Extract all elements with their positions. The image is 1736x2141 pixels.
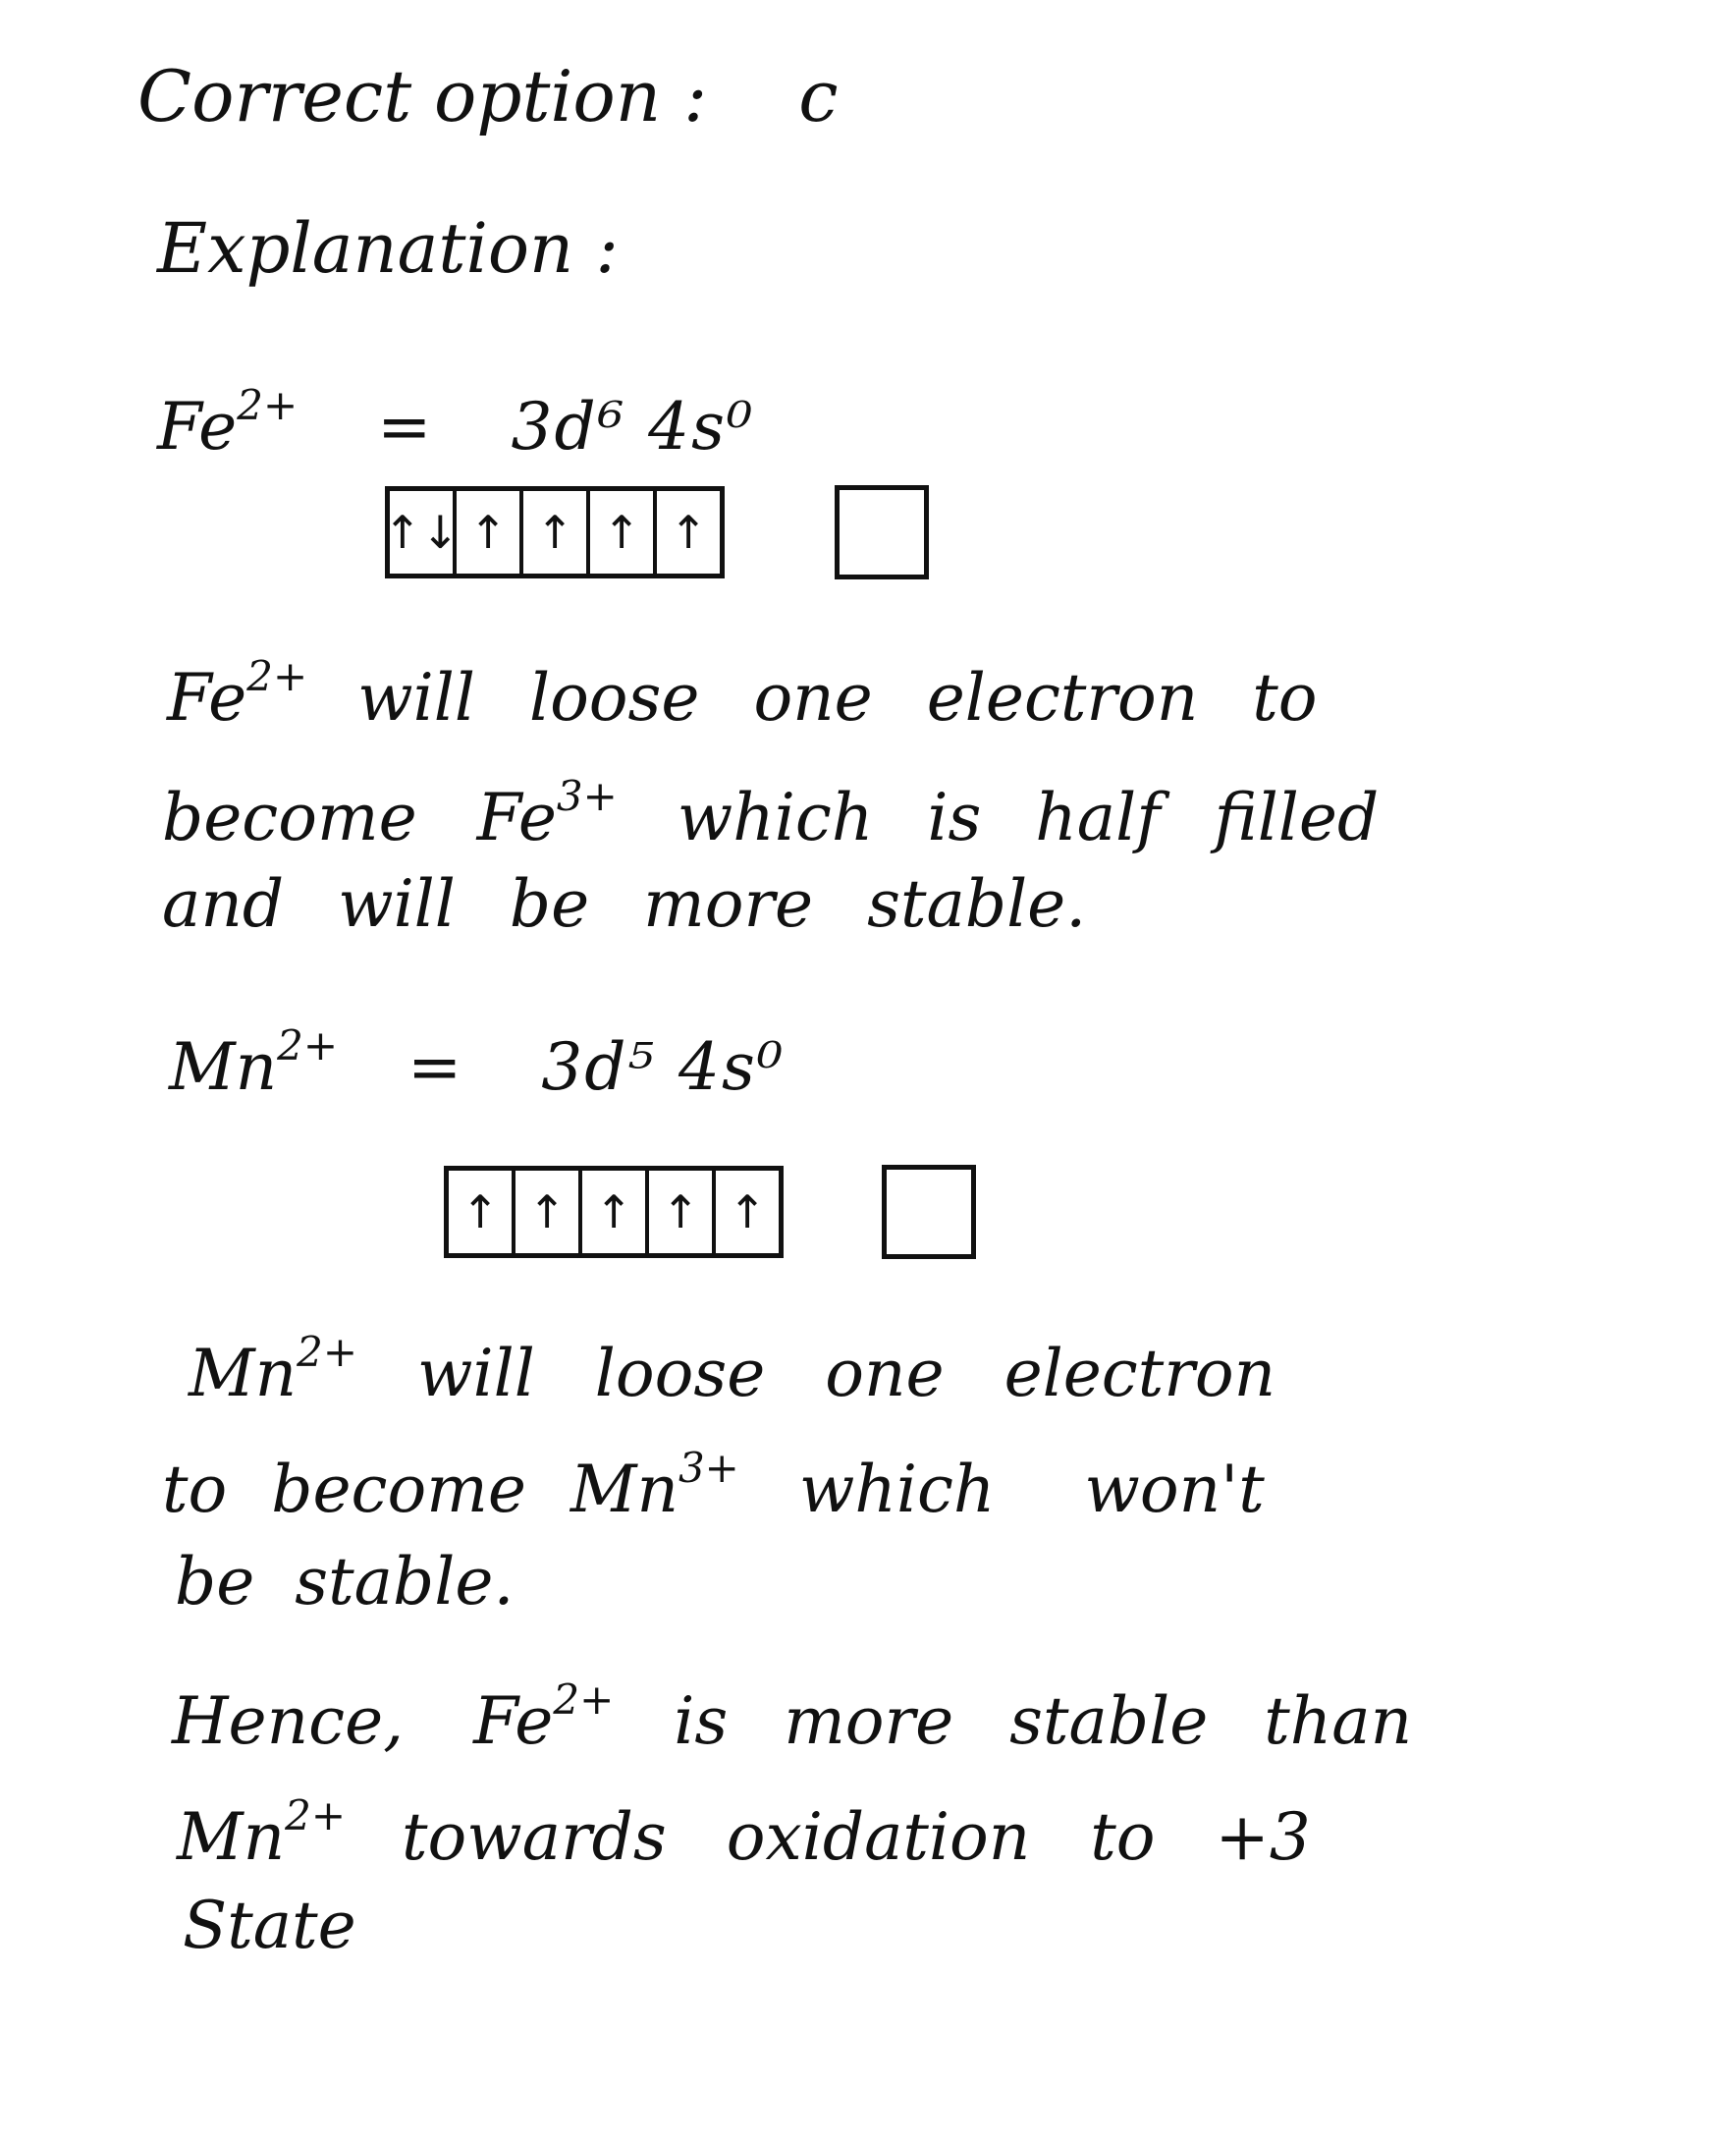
fe-3d-orbitals [385, 486, 725, 578]
mn-3d-box-4: ↑ [649, 1171, 716, 1253]
fe-ion: Fe [157, 389, 238, 465]
correct-option-line [137, 55, 839, 137]
correct-option-label: Correct option : [137, 55, 708, 137]
fe-3d-box-4: ↑ [590, 491, 657, 574]
fe-charge: 2+ [237, 381, 298, 429]
conclusion-charge-2: 2+ [285, 1791, 347, 1839]
fe-para-charge-2: 3+ [556, 772, 618, 820]
fe-3d-box-1: ↑↓ [390, 491, 457, 574]
fe-3d-box-5: ↑ [669, 506, 708, 559]
mn-charge: 2+ [277, 1021, 339, 1070]
correct-option-value: c [798, 55, 839, 137]
mn-orbital-diagram [444, 1165, 976, 1259]
conclusion-line-1 [172, 1675, 1413, 1759]
mn-para-charge-2: 3+ [678, 1444, 739, 1492]
fe-electron-config: 3d⁶ 4s⁰ [511, 389, 755, 465]
mn-equals: = [407, 1029, 462, 1105]
mn-para-line-3: be stable. [175, 1544, 515, 1619]
mn-para-text-2a: to become Mn [162, 1452, 678, 1527]
mn-4s-orbital [882, 1165, 976, 1259]
fe-para-text-2b: which is half filled [677, 780, 1380, 855]
conclusion-line-2 [177, 1791, 1311, 1875]
conclusion-charge-1: 2+ [553, 1675, 615, 1724]
conclusion-text-1b: is more stable than [674, 1683, 1413, 1759]
fe-para-line-1 [167, 652, 1318, 736]
mn-ion: Mn [169, 1029, 278, 1105]
fe-para-line-3: and will be more stable. [162, 866, 1087, 942]
fe-para-text-2a: become Fe [162, 780, 557, 855]
mn-3d-box-2: ↑ [515, 1171, 582, 1253]
mn-para-text-1: will loose one electron [417, 1336, 1276, 1411]
mn-3d-box-3: ↑ [582, 1171, 649, 1253]
mn-3d-orbitals [444, 1166, 784, 1258]
fe-para-line-2 [162, 772, 1380, 855]
conclusion-text-1a: Hence, Fe [172, 1683, 554, 1759]
mn-para-line-2 [162, 1444, 1265, 1527]
conclusion-line-3: State [183, 1888, 356, 1963]
mn-para-ion: Mn [189, 1336, 298, 1411]
fe-4s-orbital [835, 485, 929, 579]
conclusion-text-2a: Mn [177, 1799, 286, 1875]
mn-config-line [169, 1021, 786, 1105]
mn-electron-config: 3d⁵ 4s⁰ [541, 1029, 786, 1105]
mn-para-charge: 2+ [297, 1328, 358, 1376]
fe-para-ion: Fe [167, 660, 247, 736]
mn-3d-box-5: ↑ [728, 1185, 767, 1238]
conclusion-text-2b: towards oxidation to +3 [402, 1799, 1311, 1875]
fe-orbital-diagram [385, 485, 929, 579]
fe-config-line [157, 381, 755, 465]
fe-para-charge: 2+ [246, 652, 308, 700]
fe-para-text-1: will loose one electron to [357, 660, 1318, 736]
mn-para-line-1 [189, 1328, 1276, 1411]
fe-equals: = [377, 389, 432, 465]
explanation-heading: Explanation : [157, 208, 619, 289]
fe-3d-box-3: ↑ [523, 491, 590, 574]
mn-3d-box-1: ↑ [449, 1171, 515, 1253]
mn-para-text-2b: which won't [798, 1452, 1265, 1527]
fe-3d-box-2: ↑ [457, 491, 523, 574]
